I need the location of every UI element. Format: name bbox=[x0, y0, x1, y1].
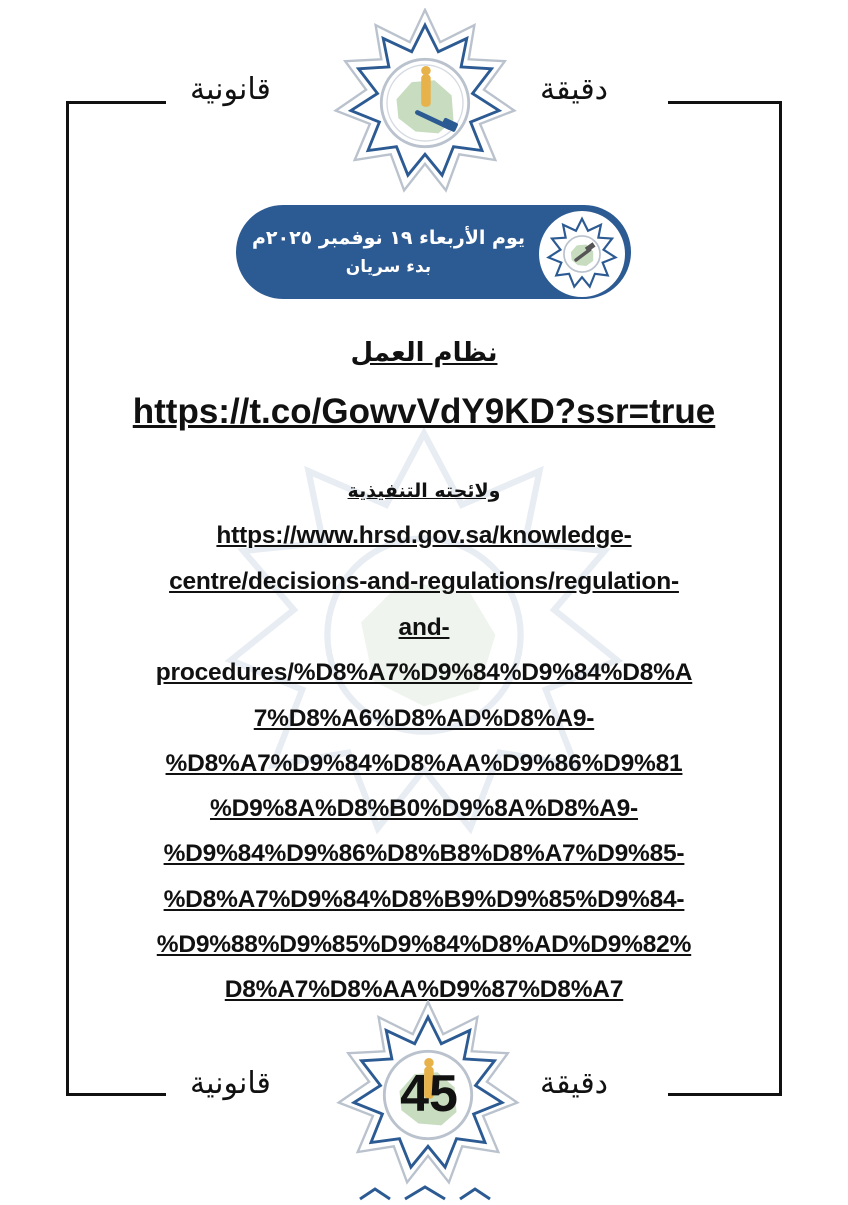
footer-word-qanuniya: قانونية bbox=[190, 1066, 271, 1101]
badge-emblem-icon bbox=[539, 211, 625, 297]
footer-word-daqiqa: دقيقة bbox=[540, 1066, 609, 1101]
header-word-qanuniya: قانونية bbox=[190, 72, 271, 107]
regulation-url-line[interactable]: 7%D8%A6%D8%AD%D8%A9- bbox=[253, 705, 595, 732]
date-badge bbox=[537, 209, 627, 299]
regulation-url-line[interactable]: and- bbox=[398, 614, 450, 641]
regulations-subtitle: ولائحته التنفيذية bbox=[347, 480, 501, 502]
regulation-url-line[interactable]: %D9%84%D9%86%D8%B8%D8%A7%D9%85- bbox=[163, 840, 685, 867]
frame-top-right-line bbox=[668, 101, 782, 104]
regulation-url-line[interactable]: D8%A7%D8%AA%D9%87%D8%A7 bbox=[224, 976, 624, 1003]
header-word-daqiqa: دقيقة bbox=[540, 72, 609, 107]
regulation-url-line[interactable]: centre/decisions-and-regulations/regulation- bbox=[169, 568, 679, 595]
regulation-url-line[interactable]: %D8%A7%D9%84%D8%B9%D9%85%D9%84- bbox=[163, 886, 685, 913]
law-title: نظام العمل bbox=[350, 338, 498, 368]
effective-date-banner bbox=[236, 205, 631, 299]
regulation-url-line[interactable]: %D8%A7%D9%84%D8%AA%D9%86%D9%81 bbox=[165, 750, 683, 777]
frame-top-left-line bbox=[66, 101, 166, 104]
regulation-url-line[interactable]: procedures/%D8%A7%D9%84%D9%84%D8%A bbox=[155, 659, 693, 686]
regulation-url-line[interactable]: https://www.hrsd.gov.sa/knowledge- bbox=[216, 522, 632, 549]
page-number: 45 bbox=[400, 1065, 458, 1123]
top-emblem-icon bbox=[330, 8, 520, 198]
regulation-url-line[interactable]: %D9%8A%D8%B0%D9%8A%D8%A9- bbox=[210, 795, 638, 822]
regulation-url-line[interactable]: %D9%88%D9%85%D9%84%D8%AD%D9%82% bbox=[156, 931, 692, 958]
effective-date-text: يوم الأربعاء ١٩ نوفمبر ٢٠٢٥م bbox=[251, 227, 526, 249]
frame-bottom-left-line bbox=[66, 1093, 166, 1096]
next-page-emblem-icon bbox=[350, 1185, 500, 1205]
effective-date-label: بدء سريان bbox=[345, 257, 432, 277]
frame-bottom-right-line bbox=[668, 1093, 782, 1096]
labor-law-link[interactable]: https://t.co/GowvVdY9KD?ssr=true bbox=[132, 392, 716, 431]
